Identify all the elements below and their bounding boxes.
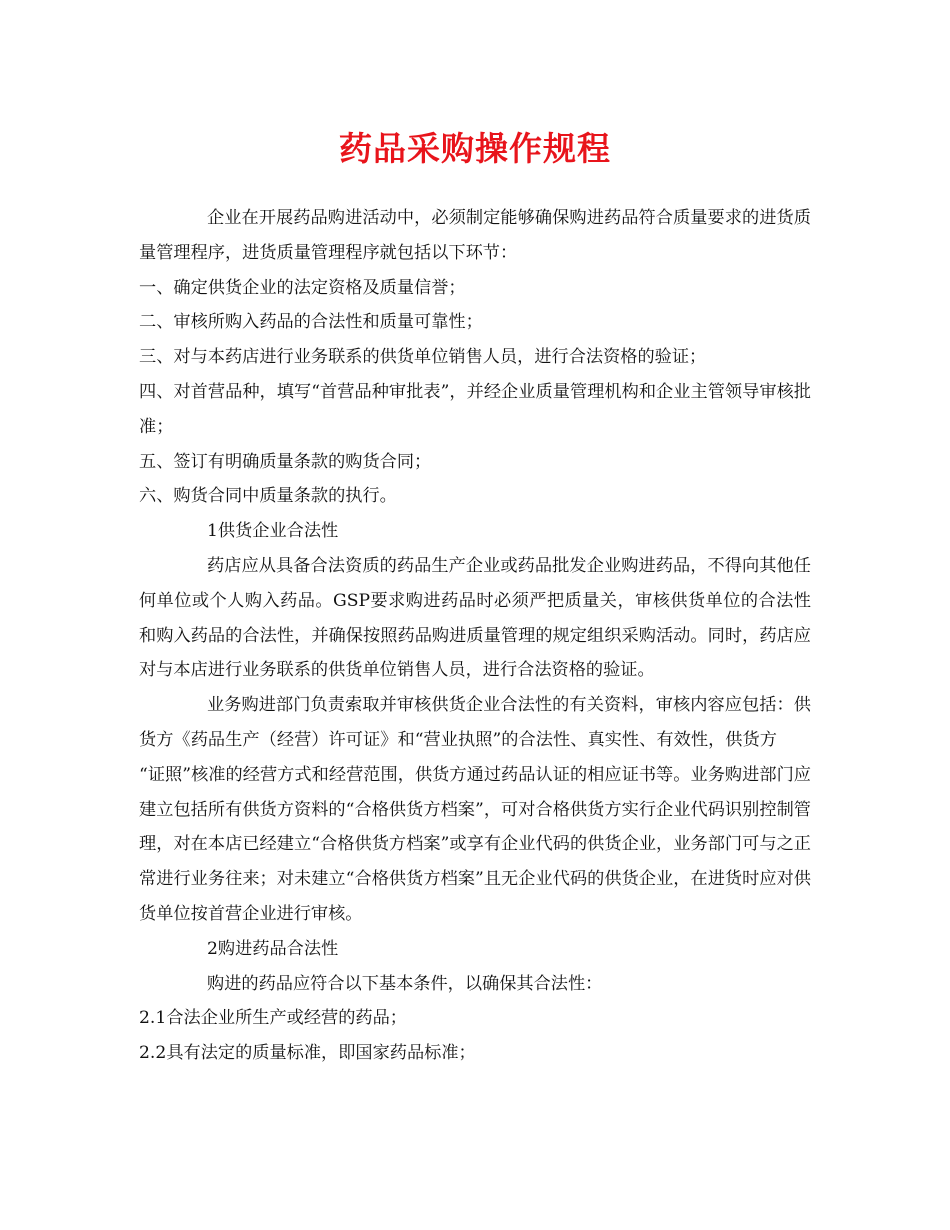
step-item-1: 一、确定供货企业的法定资格及质量信誉； [139,277,466,298]
step-item-2: 二、审核所购入药品的合法性和质量可靠性； [139,312,483,333]
step-item-3: 三、对与本药店进行业务联系的供货单位销售人员，进行合法资格的验证； [139,347,707,368]
section-2-heading: 2购进药品合法性 [207,938,339,959]
step-item-4: 四、对首营品种，填写“首营品种审批表”，并经企业质量管理机构和企业主管领导审核批准； [139,381,811,437]
section-2-item-1: 2.1合法企业所生产或经营的药品； [139,1008,407,1029]
section-1-paragraph-2-part-b: “证照”核准的经营方式和经营范围，供货方通过药品认证的相应证书等。业务购进部门应建立包括所有供货方资料的“合格供货方档案”，可对合格供货方实行企业代码识别控制管理，对在本店已经建立“合格供货方档案”或享有企业代码的供货企业，业务部门可与之正常进行业务往来；对未建立“合格供货方档案”且无企业代码的供货企业，在进货时应对供货单位按首营企业进行审核。 [139,764,811,924]
section-1-paragraph-2 [139,688,811,932]
section-1-paragraph-1: 药店应从具备合法资质的药品生产企业或药品批发企业购进药品，不得向其他任何单位或个人购入药品。GSP要求购进药品时必须严把质量关，审核供货单位的合法性和购入药品的合法性，并确保按照药品购进质量管理的规定组织采购活动。同时，药店应对与本店进行业务联系的供货单位销售人员，进行合法资格的验证。 [139,555,811,681]
document-body [139,201,811,1071]
section-2-intro: 购进的药品应符合以下基本条件，以确保其合法性： [207,973,603,994]
intro-paragraph: 企业在开展药品购进活动中，必须制定能够确保购进药品符合质量要求的进货质量管理程序，进货质量管理程序就包括以下环节： [139,208,811,263]
section-1-heading: 1供货企业合法性 [207,521,339,542]
step-item-5: 五、签订有明确质量条款的购货合同； [139,451,432,472]
document-title: 药品采购操作规程 [339,129,611,168]
step-item-6: 六、购货合同中质量条款的执行。 [139,486,397,507]
section-1-paragraph-2-part-a: 业务购进部门负责索取并审核供货企业合法性的有关资料，审核内容应包括：供货方《药品生产（经营）许可证》和“营业执照”的合法性、真实性、有效性，供货方 [139,695,811,750]
section-2-item-2: 2.2具有法定的质量标准，即国家药品标准； [139,1043,476,1064]
